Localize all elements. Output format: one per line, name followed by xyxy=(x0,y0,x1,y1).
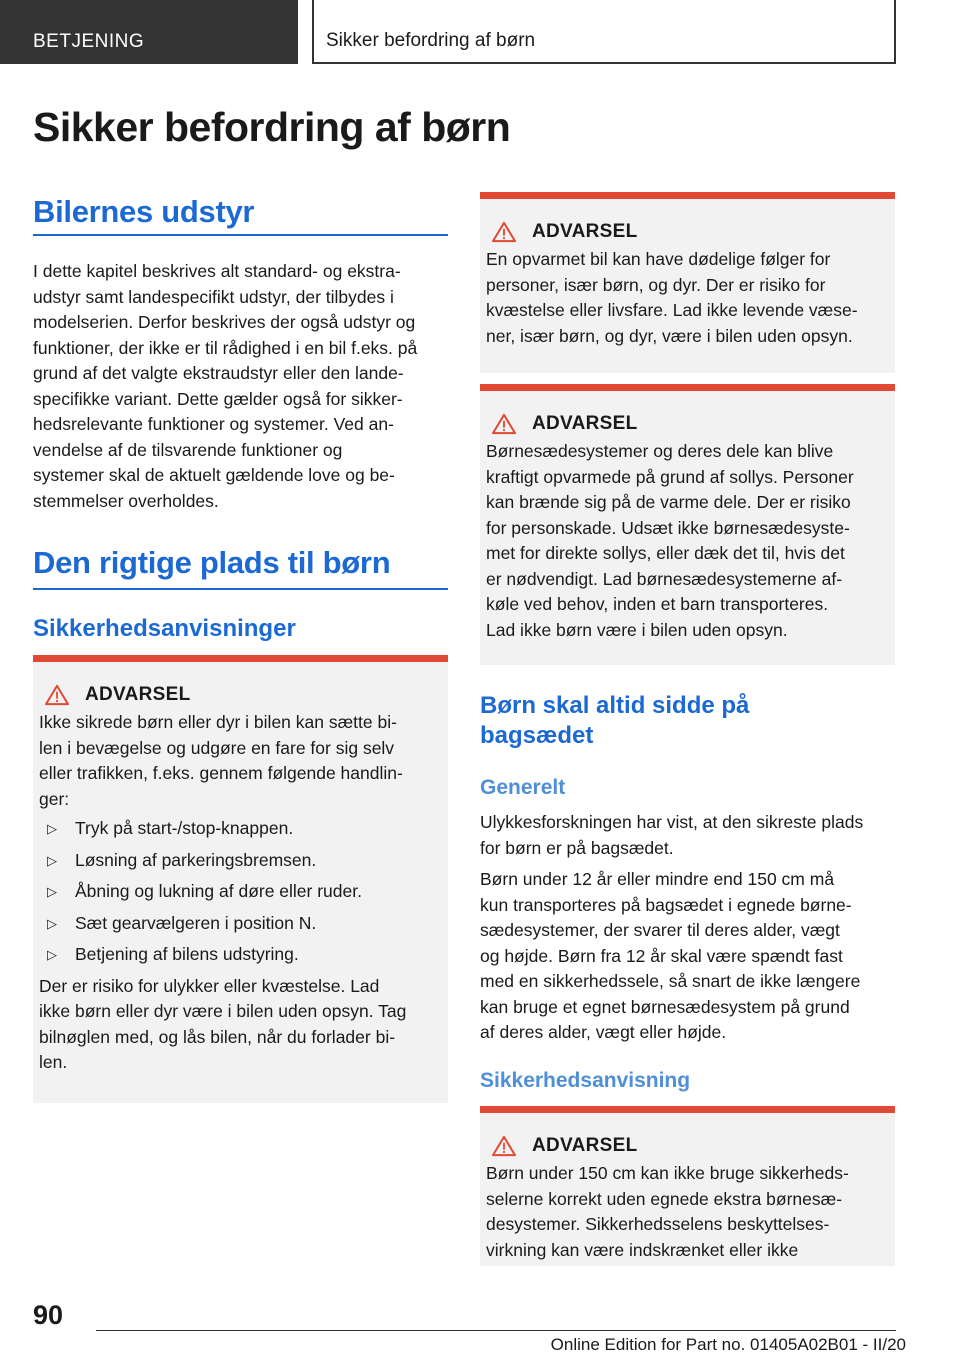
text-line: funktioner, der ikke er til rådighed i en bil f.eks. på xyxy=(33,337,418,358)
list-item-text: Sæt gearvælgeren i position N. xyxy=(75,912,317,933)
text-line: Ulykkesforskningen har vist, at den sikreste plads xyxy=(480,812,864,832)
text-line: Der er risiko for ulykker eller kvæstelse. Lad xyxy=(39,975,380,996)
warning-triangle-icon xyxy=(490,413,518,435)
text-line: kan brænde sig på de varme dele. Der er risiko xyxy=(486,492,851,512)
bullet-triangle-icon: ▷ xyxy=(47,915,57,931)
text-line: Lad ikke børn være i bilen uden opsyn. xyxy=(486,619,788,640)
page-number: 90 xyxy=(33,1300,64,1330)
text-line: med en sikkerhedssele, så snart de ikke længere xyxy=(480,971,861,991)
equipment-paragraph xyxy=(33,259,453,514)
text-line: grund af det valgte ekstraudstyr eller den lande- xyxy=(33,363,404,383)
text-line: Ikke sikrede børn eller dyr i bilen kan sætte bi- xyxy=(39,712,397,732)
warning-box-heated-car xyxy=(480,192,895,373)
heading-safety-instructions: Sikkerhedsanvisninger xyxy=(33,615,296,642)
text-line: personer, især børn, og dyr. Der er risiko for xyxy=(486,274,826,295)
section-tab: BETJENING xyxy=(0,0,298,64)
text-line: specifikke variant. Dette gælder også for sikker- xyxy=(33,388,403,409)
heading-line: bagsædet xyxy=(480,722,594,749)
text-line: køle ved behov, inden et barn transporteres. xyxy=(486,594,829,614)
text-line: systemer skal de aktuelt gældende love og be- xyxy=(33,465,395,485)
warning-triangle-icon xyxy=(490,221,518,243)
text-line: modelserien. Derfor beskrives der også udstyr og xyxy=(33,312,416,332)
text-line: I dette kapitel beskrives alt standard- og ekstra- xyxy=(33,261,401,281)
list-item-text: Løsning af parkeringsbremsen. xyxy=(75,849,317,870)
text-line: virkning kan være indskrænket eller ikke xyxy=(486,1239,799,1260)
list-item-text: Åbning og lukning af døre eller ruder. xyxy=(75,881,362,901)
warning-outro xyxy=(39,974,440,1076)
list-item xyxy=(39,911,440,937)
warning-intro xyxy=(39,710,440,812)
heading-general: Generelt xyxy=(480,776,566,799)
bullet-triangle-icon: ▷ xyxy=(47,947,57,962)
warning-title: ADVARSEL xyxy=(532,221,638,242)
text-line: stemmelser overholdes. xyxy=(33,490,219,511)
warning-title: ADVARSEL xyxy=(532,1135,638,1156)
heading-safety-instruction: Sikkerhedsanvisning xyxy=(480,1069,691,1092)
bullet-triangle-icon: ▷ xyxy=(47,821,57,836)
heading-backseat xyxy=(480,691,895,751)
text-line: met for direkte sollys, eller dæk det til, hvis det xyxy=(486,543,845,563)
warning-header xyxy=(39,682,440,708)
warning-box-hot-seat xyxy=(480,384,895,665)
text-line: kvæstelse eller livsfare. Lad ikke levende væse- xyxy=(486,300,858,320)
bullet-triangle-icon: ▷ xyxy=(47,884,57,899)
footer-rule xyxy=(96,1330,896,1331)
list-item xyxy=(39,816,440,842)
general-paragraph-1 xyxy=(480,810,900,861)
heading-right-place: Den rigtige plads til børn xyxy=(33,545,391,580)
warning-box-unsecured-children xyxy=(33,655,448,1103)
text-line: sædesystemer, der svarer til deres alder, vægt xyxy=(480,920,840,940)
page-title: Sikker befordring af børn xyxy=(33,104,511,150)
text-line: kun transporteres på bagsædet i egnede børne- xyxy=(480,894,852,915)
text-line: len. xyxy=(39,1052,68,1072)
heading-rule xyxy=(33,588,448,590)
text-line: udstyr samt landespecifikt udstyr, der tilbydes i xyxy=(33,286,394,307)
text-line: og højde. Børn fra 12 år skal være spændt fast xyxy=(480,945,843,966)
text-line: hedsrelevante funktioner og systemer. Ved an- xyxy=(33,414,394,434)
text-line: len i bevægelse og udgøre en fare for sig selv xyxy=(39,737,395,758)
warning-triangle-icon xyxy=(43,684,71,706)
list-item xyxy=(39,942,440,968)
text-line: eller trafikken, f.eks. gennem følgende handlin- xyxy=(39,763,403,783)
warning-header xyxy=(486,219,887,245)
footer-edition: Online Edition for Part no. 01405A02B01 - II/20 xyxy=(550,1335,906,1354)
text-line: ger: xyxy=(39,788,70,809)
warning-title: ADVARSEL xyxy=(532,413,638,434)
general-paragraph-2 xyxy=(480,867,900,1046)
text-line: ikke børn eller dyr være i bilen uden opsyn. Tag xyxy=(39,1001,407,1021)
text-line: bilnøglen med, og lås bilen, når du forlader bi- xyxy=(39,1026,396,1047)
text-line: selerne korrekt uden egnede ekstra børnesæ- xyxy=(486,1188,843,1209)
list-item xyxy=(39,848,440,874)
text-line: for personskade. Udsæt ikke børnesædesyste- xyxy=(486,517,850,538)
text-line: er nødvendigt. Lad børnesædesystemerne af- xyxy=(486,568,843,589)
heading-line: Børn skal altid sidde på xyxy=(480,692,750,719)
warning-box-under-150cm xyxy=(480,1106,895,1266)
text-line: kraftigt opvarmede på grund af sollys. Personer xyxy=(486,466,854,487)
text-line: kan bruge et egnet børnesædesystem på grund xyxy=(480,996,850,1017)
text-line: Børn under 12 år eller mindre end 150 cm må xyxy=(480,869,835,889)
text-line: ner, især børn, og dyr, være i bilen uden opsyn. xyxy=(486,325,853,346)
warning-header xyxy=(486,411,887,437)
warning-title: ADVARSEL xyxy=(85,684,191,705)
warning-text xyxy=(486,439,887,643)
heading-rule xyxy=(33,234,448,236)
warning-header xyxy=(486,1133,887,1159)
text-line: En opvarmet bil kan have dødelige følger for xyxy=(486,249,831,269)
warning-text xyxy=(486,1161,887,1263)
list-item-text: Betjening af bilens udstyring. xyxy=(75,944,299,964)
warning-bullet-list xyxy=(39,816,440,968)
list-item-text: Tryk på start-/stop-knappen. xyxy=(75,818,294,838)
list-item xyxy=(39,879,440,905)
bullet-triangle-icon: ▷ xyxy=(47,852,57,868)
chapter-tab: Sikker befordring af børn xyxy=(312,0,896,64)
heading-equipment: Bilernes udstyr xyxy=(33,194,255,229)
text-line: vendelse af de tilsvarende funktioner og xyxy=(33,439,343,460)
warning-triangle-icon xyxy=(490,1135,518,1157)
text-line: Børn under 150 cm kan ikke bruge sikkerheds- xyxy=(486,1163,849,1183)
warning-text xyxy=(486,247,887,349)
text-line: af deres alder, vægt eller højde. xyxy=(480,1022,727,1042)
text-line: Børnesædesystemer og deres dele kan blive xyxy=(486,441,834,461)
text-line: desystemer. Sikkerhedsselens beskyttelses- xyxy=(486,1214,830,1234)
text-line: for børn er på bagsædet. xyxy=(480,837,674,858)
